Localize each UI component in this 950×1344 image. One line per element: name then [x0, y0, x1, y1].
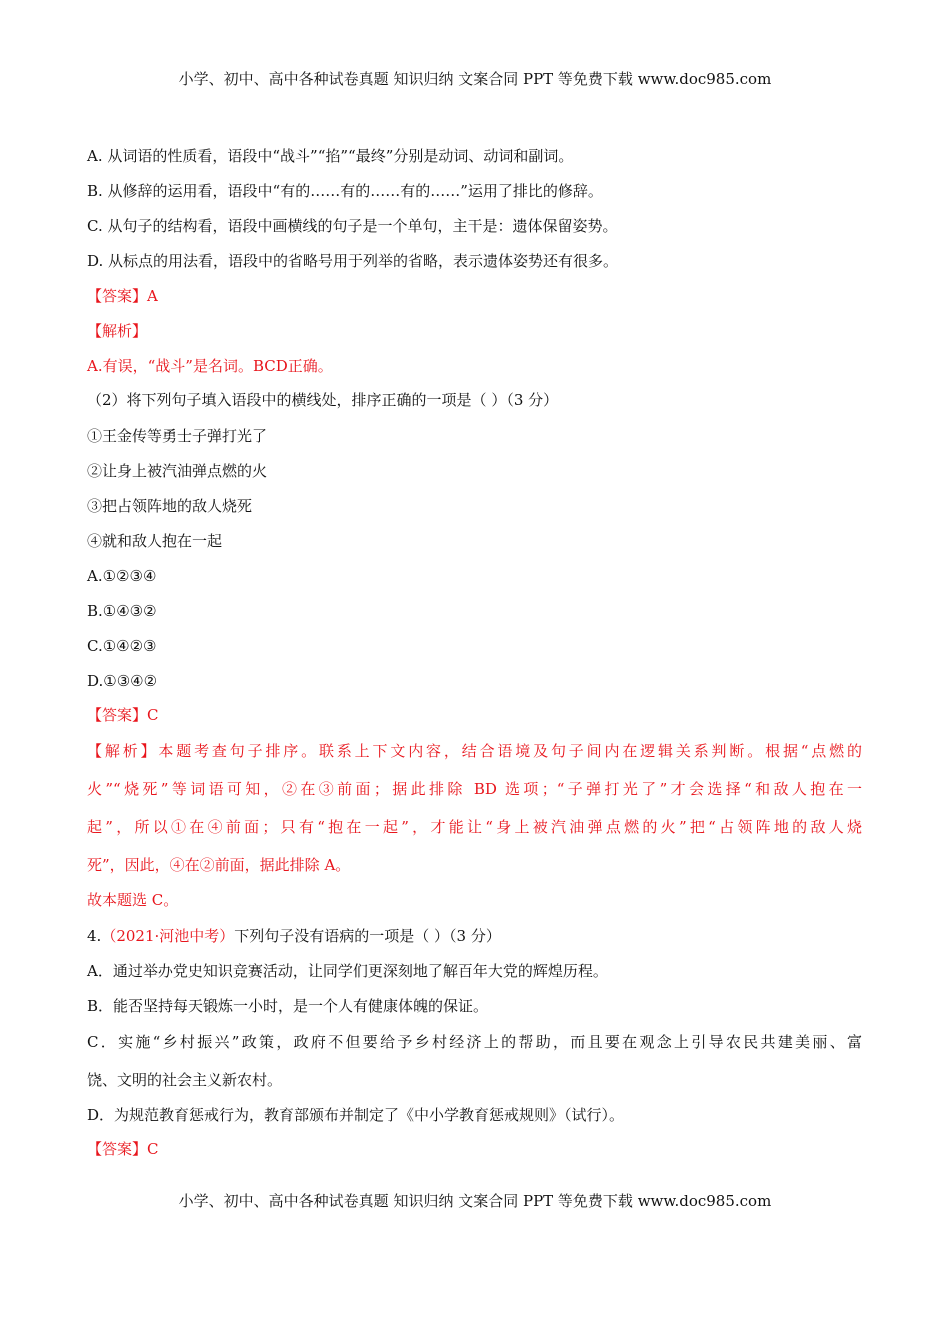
q1-answer: 【答案】A — [87, 287, 158, 305]
q4-option-a: A．通过举办党史知识竞赛活动，让同学们更深刻地了解百年大党的辉煌历程。 — [87, 962, 608, 980]
page-header: 小学、初中、高中各种试卷真题 知识归纳 文案合同 PPT 等免费下载 www.doc985.com — [178, 70, 772, 88]
q4-number: 4. — [87, 927, 102, 945]
q1-option-d: D. 从标点的用法看，语段中的省略号用于列举的省略，表示遗体姿势还有很多。 — [87, 252, 619, 270]
q2-sentence-1: ①王金传等勇士子弹打光了 — [87, 427, 268, 445]
q2-option-b: B.①④③② — [87, 602, 157, 620]
q2-sentence-3: ③把占领阵地的敌人烧死 — [87, 497, 253, 515]
q4-option-b: B．能否坚持每天锻炼一小时，是一个人有健康体魄的保证。 — [87, 997, 489, 1015]
q2-analysis-line: 【解析】本题考查句子排序。联系上下文内容，结合语境及句子间内在逻辑关系判断。根据“点燃的 — [87, 742, 862, 760]
q4-source: （2021·河池中考） — [101, 927, 235, 945]
q1-option-b: B. 从修辞的运用看，语段中“有的……有的……有的……”运用了排比的修辞。 — [87, 182, 603, 200]
q2-sentence-2: ②让身上被汽油弹点燃的火 — [87, 462, 268, 480]
q1-analysis-label: 【解析】 — [87, 322, 148, 340]
q4-option-c-cont: 饶、文明的社会主义新农村。 — [87, 1071, 283, 1089]
q2-stem: （2）将下列句子填入语段中的横线处，排序正确的一项是（ ）（3 分） — [87, 391, 559, 409]
q1-option-a: A. 从词语的性质看，语段中“战斗”“掐”“最终”分别是动词、动词和副词。 — [87, 147, 574, 165]
q1-analysis: A.有误，“战斗”是名词。BCD正确。 — [87, 357, 333, 375]
q4-option-c: C．实施“乡村振兴”政策，政府不但要给予乡村经济上的帮助，而且要在观念上引导农民共建美丽、富 — [87, 1033, 862, 1051]
q4-stem-line — [87, 926, 501, 946]
q2-analysis-line: 起”，所以①在④前面；只有“抱在一起”，才能让“身上被汽油弹点燃的火”把“占领阵地的敌人烧 — [87, 818, 862, 836]
q2-conclusion: 故本题选 C。 — [87, 891, 179, 909]
q2-analysis-line: 死”，因此，④在②前面，据此排除 A。 — [87, 856, 351, 874]
q2-answer: 【答案】C — [87, 706, 159, 724]
q2-option-a: A.①②③④ — [87, 567, 157, 585]
q2-sentence-4: ④就和敌人抱在一起 — [87, 532, 223, 550]
q2-analysis-line: 火”“烧死”等词语可知，②在③前面；据此排除 BD 选项；“子弹打光了”才会选择“和敌人抱在一 — [87, 780, 862, 798]
q2-option-d: D.①③④② — [87, 672, 158, 690]
q1-option-c: C. 从句子的结构看，语段中画横线的句子是一个单句，主干是：遗体保留姿势。 — [87, 217, 618, 235]
q4-answer: 【答案】C — [87, 1140, 159, 1158]
q4-stem: 下列句子没有语病的一项是（ ）（3 分） — [234, 927, 501, 945]
page-footer: 小学、初中、高中各种试卷真题 知识归纳 文案合同 PPT 等免费下载 www.doc985.com — [178, 1192, 772, 1210]
q2-option-c: C.①④②③ — [87, 637, 157, 655]
q4-option-d: D．为规范教育惩戒行为，教育部颁布并制定了《中小学教育惩戒规则》（试行）。 — [87, 1106, 625, 1124]
